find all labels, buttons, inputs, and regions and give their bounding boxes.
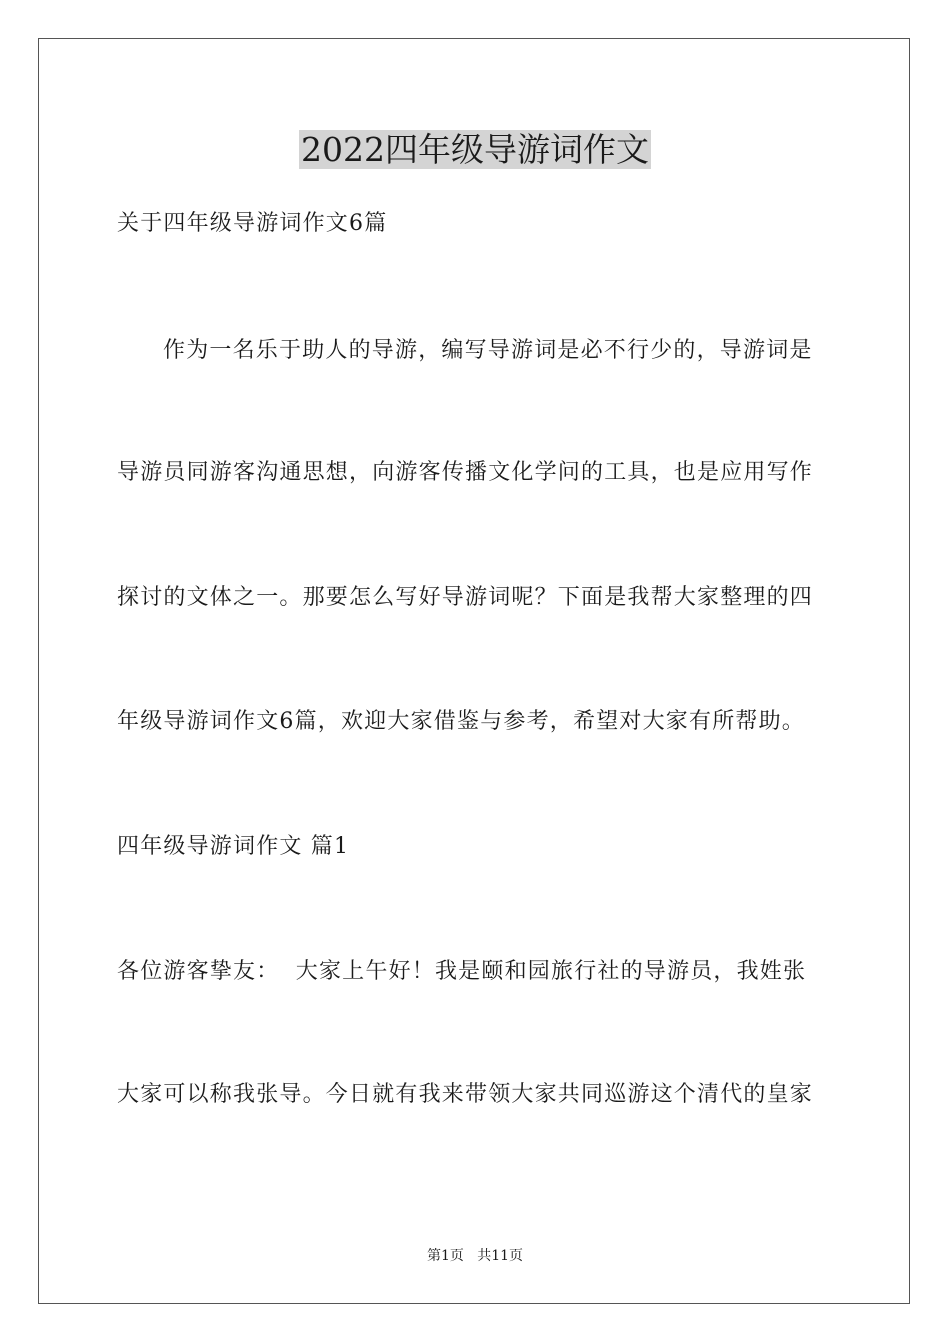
intro-paragraph-line: 导游员同游客沟通思想，向游客传播文化学问的工具，也是应用写作 [117, 460, 814, 485]
body-paragraph-line: 大家可以称我张导。今日就有我来带领大家共同巡游这个清代的皇家 [117, 1082, 814, 1107]
document-title-text: 2022四年级导游词作文 [301, 130, 649, 169]
intro-paragraph-line: 探讨的文体之一。那要怎么写好导游词呢？下面是我帮大家整理的四 [117, 585, 814, 610]
page-number-footer: 第1页 共11页 [426, 1248, 524, 1264]
document-subtitle: 关于四年级导游词作文6篇 [117, 211, 388, 236]
intro-paragraph-line: 作为一名乐于助人的导游，编写导游词是必不行少的，导游词是 [163, 338, 813, 363]
intro-paragraph-line: 年级导游词作文6篇，欢迎大家借鉴与参考，希望对大家有所帮助。 [117, 709, 805, 734]
body-paragraph-line: 各位游客挚友： 大家上午好！我是颐和园旅行社的导游员，我姓张 [117, 959, 807, 984]
document-title [0, 128, 950, 172]
section-heading: 四年级导游词作文 篇1 [117, 834, 350, 859]
